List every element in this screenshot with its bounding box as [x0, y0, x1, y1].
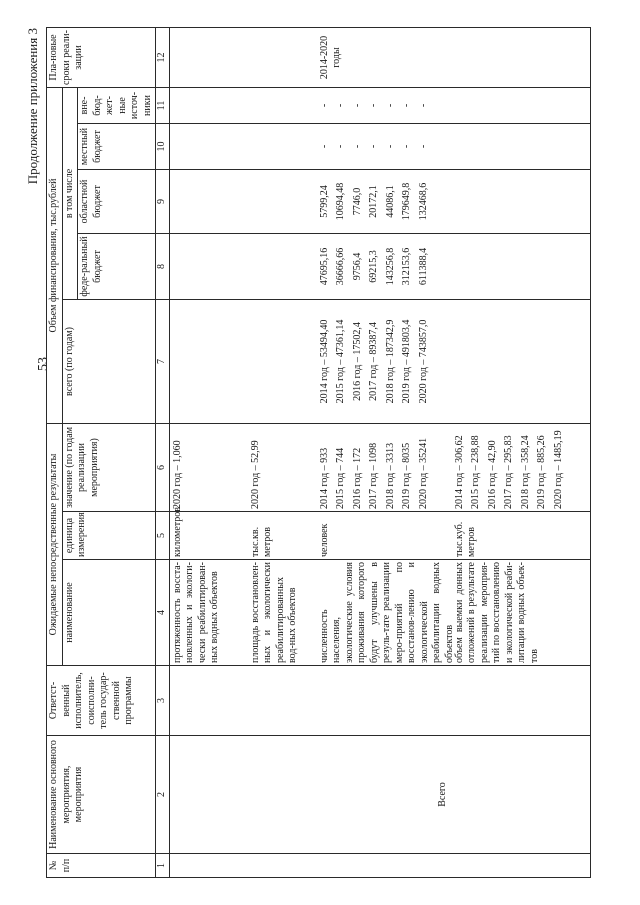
regional-value: 132468,6: [417, 182, 429, 221]
federal-value: 611388,4: [417, 247, 429, 286]
cell-regional: [169, 169, 590, 233]
local-value: -: [318, 144, 330, 149]
regional-value: 44086,1: [384, 185, 396, 218]
cell-extrabudget: [169, 87, 590, 123]
header-financing-group: Объем финансирования, тыс.рублей: [47, 87, 63, 423]
header-federal: феде-ральный бюджет: [78, 233, 156, 299]
extrabudget-value: -: [368, 103, 379, 108]
indicator-value: 2020 год – 52,99: [249, 440, 261, 509]
federal-value: 47695,16: [318, 247, 330, 286]
row-name: Всего: [436, 782, 448, 807]
regional-value: 179649,8: [401, 182, 412, 221]
regional-value: 7746,0: [351, 187, 363, 216]
column-number: 11: [156, 87, 170, 123]
local-value: -: [368, 144, 379, 149]
indicator-value: 2016 год – 172: [351, 447, 363, 509]
indicator-value: 2019 год – 8035: [401, 442, 412, 509]
header-name: Наименование основного мероприятия, мероприятия: [47, 736, 156, 854]
indicator-value: 2019 год – 885,26: [536, 435, 547, 509]
regional-value: 10694,48: [335, 182, 346, 221]
table-row: [169, 27, 590, 877]
indicator-value: 2017 год – 295,83: [503, 435, 514, 509]
cell-units: [169, 507, 590, 560]
rotated-page: [25, 28, 605, 878]
cell-name: [169, 736, 590, 854]
indicator-value: 2015 год – 238,88: [470, 435, 481, 509]
column-number: 5: [156, 512, 170, 560]
federal-value: 36666,66: [335, 247, 346, 286]
total-value: 2019 год – 491803,4: [401, 319, 412, 404]
terms-value: 2014-2020 годы: [318, 35, 342, 80]
column-number: 3: [156, 666, 170, 736]
cell-local: [169, 123, 590, 169]
cell-terms: [169, 27, 590, 87]
header-result-name: наименование: [62, 560, 156, 666]
extrabudget-value: -: [384, 103, 396, 108]
header-extrabudget: вне-бюд-жет-ные источ-ники: [78, 87, 156, 123]
indicator-value: 2016 год – 42,90: [486, 440, 498, 509]
column-number: 9: [156, 169, 170, 233]
continuation-label: Продолжение приложения 3: [25, 28, 40, 185]
indicator-value: 2014 год – 933: [318, 447, 330, 509]
indicator-value: 2017 год – 1098: [368, 442, 379, 509]
header-result-unit: единица измерения: [62, 512, 156, 560]
indicator-value: 2020 год – 35241: [417, 437, 429, 509]
total-value: 2017 год – 89387,4: [368, 322, 379, 401]
indicator-unit: человек: [318, 523, 330, 557]
extrabudget-value: -: [401, 103, 412, 108]
page-number: 53: [36, 357, 51, 371]
indicator-unit: километров: [171, 507, 183, 557]
total-value: 2020 год – 743857,0: [417, 319, 429, 404]
extrabudget-value: -: [318, 103, 330, 108]
header-financing-total: всего (по годам): [62, 299, 156, 423]
column-number: 7: [156, 299, 170, 423]
column-number: 8: [156, 233, 170, 299]
total-value: 2018 год – 187342,9: [384, 319, 396, 404]
indicator-name: протяженность восста-новленных и экологи-чески реабилитирован-ных водных объектов: [171, 562, 220, 663]
federal-value: 9756,4: [351, 252, 363, 281]
indicator-value: 2020 год – 1,060: [171, 440, 183, 509]
extrabudget-value: -: [351, 103, 363, 108]
cell-total: [169, 299, 590, 423]
extrabudget-value: -: [417, 103, 429, 108]
local-value: -: [401, 144, 412, 149]
total-value: 2014 год – 53494,40: [318, 319, 330, 404]
cell-indicators: [169, 560, 590, 666]
indicator-value: 2015 год – 744: [335, 447, 346, 509]
header-no: № п/п: [47, 854, 156, 878]
regional-value: 5799,24: [318, 185, 330, 218]
header-result-value: значение (по годам реализации мероприятия): [62, 423, 156, 511]
indicator-value: 2014 год – 306,62: [453, 435, 465, 509]
header-results-group: Ожидаемые непосредственные результаты: [47, 423, 63, 665]
cell-no: [169, 854, 590, 878]
indicator-value: 2018 год – 3313: [384, 442, 396, 509]
cell-federal: [169, 233, 590, 299]
local-value: -: [335, 144, 346, 149]
indicator-value: 2018 год – 358,24: [519, 435, 531, 509]
total-value: 2016 год – 17502,4: [351, 322, 363, 401]
column-number: 2: [156, 736, 170, 854]
regional-value: 20172,1: [368, 185, 379, 218]
federal-value: 312153,6: [401, 247, 412, 286]
total-value: 2015 год – 47361,14: [335, 319, 346, 404]
column-number: 12: [156, 27, 170, 87]
header-terms: Пла-новые сроки реали-зации: [47, 27, 156, 87]
extrabudget-value: -: [335, 103, 346, 108]
indicator-name: площадь восстановлен-ных и экологически реабилитированных вод-ных объектов: [249, 562, 298, 663]
header-regional: областной бюджет: [78, 169, 156, 233]
column-number: 6: [156, 423, 170, 511]
indicator-name: численность населения, экологические условия проживания которого будут улучшены в резуль-тате реализации меро-приятий по восстанов-лению и экологической реабилитации водных объектов: [318, 562, 455, 663]
cell-values: [169, 423, 590, 511]
indicator-name: объем выемки донных отложений в результате реализации мероприя-тий по восстановлению и экологической реаби-литации водных объек-тов: [453, 562, 540, 663]
local-value: -: [351, 144, 363, 149]
local-value: -: [384, 144, 396, 149]
federal-value: 143256,8: [384, 247, 396, 286]
header-local: местный бюджет: [78, 123, 156, 169]
header-executor: Ответст-венный исполнитель, соисполни-тель государ-ственной программы: [47, 666, 156, 736]
indicator-unit: тыс.кв. метров: [249, 526, 273, 557]
indicator-value: 2020 год – 1485,19: [552, 430, 564, 509]
indicator-unit: тыс.куб. метров: [453, 521, 477, 557]
column-number: 1: [156, 854, 170, 878]
cell-executor: [169, 666, 590, 736]
local-value: -: [417, 144, 429, 149]
program-table: [46, 27, 591, 878]
federal-value: 69215,3: [368, 250, 379, 283]
header-including: в том числе: [62, 87, 78, 299]
column-number: 4: [156, 560, 170, 666]
column-number: 10: [156, 123, 170, 169]
